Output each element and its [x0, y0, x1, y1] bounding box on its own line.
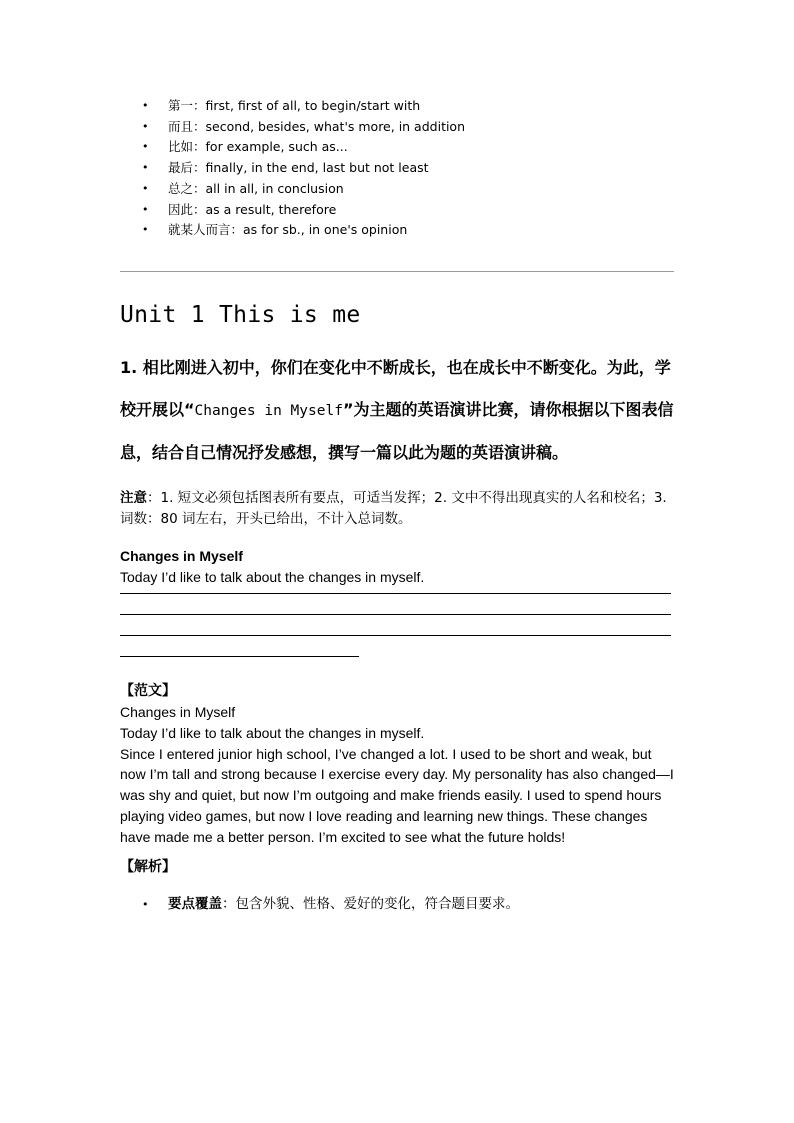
answer-line [120, 593, 671, 594]
transition-phrase-list [120, 96, 674, 241]
answer-line [120, 614, 671, 615]
answer-lines [120, 593, 674, 657]
answer-line [120, 635, 671, 636]
model-essay-opening: Today I’d like to talk about the changes in myself. [120, 725, 425, 742]
model-essay-body: Since I entered junior high school, I’ve changed a lot. I used to be short and weak, but now I’m tall and strong because I exercise every day. My personality has also changed—I was shy and quiet, but now I’m outgoing and make friends easily. I used to spend hours playing video games, but now I love reading and learning new things. These changes have made me a better person. I’m excited to see what the future holds! [120, 745, 674, 845]
document-page [120, 96, 674, 915]
model-essay-title: Changes in Myself [120, 704, 236, 721]
list-item: • 因此：as a result, therefore [120, 200, 674, 221]
list-item: • 比如：for example, such as... [120, 137, 674, 158]
list-item: • 要点覆盖：包含外貌、性格、爱好的变化，符合题目要求。 [120, 894, 674, 915]
analysis-heading: 【解析】 [120, 859, 176, 876]
list-item: • 最后：finally, in the end, last but not least [120, 158, 674, 179]
answer-line [120, 656, 359, 657]
writing-task: 1. 相比刚进入初中，你们在变化中不断成长，也在成长中不断变化。为此，学校开展以“Changes in Myself”为主题的英语演讲比赛，请你根据以下图表信息，结合自己情况抒发感想，撰写一篇以此为题的英语演讲稿。 [120, 357, 674, 462]
list-item: • 而且：second, besides, what's more, in addition [120, 117, 674, 138]
task-topic: Changes in Myself [194, 402, 343, 419]
unit-title: Unit 1 This is me [120, 301, 361, 328]
list-item: • 就某人而言：as for sb., in one's opinion [120, 220, 674, 241]
analysis-list [120, 894, 674, 915]
section-divider [120, 271, 674, 272]
prompt-title: Changes in Myself [120, 547, 243, 564]
prompt-opening: Today I’d like to talk about the changes in myself. [120, 568, 425, 585]
list-item: • 第一：first, first of all, to begin/start with [120, 96, 674, 117]
model-essay-heading: 【范文】 [120, 683, 176, 700]
list-item: • 总之：all in all, in conclusion [120, 179, 674, 200]
task-note: 注意：1. 短文必须包括图表所有要点，可适当发挥；2. 文中不得出现真实的人名和校名；3. 词数：80 词左右，开头已给出，不计入总词数。 [120, 489, 667, 527]
